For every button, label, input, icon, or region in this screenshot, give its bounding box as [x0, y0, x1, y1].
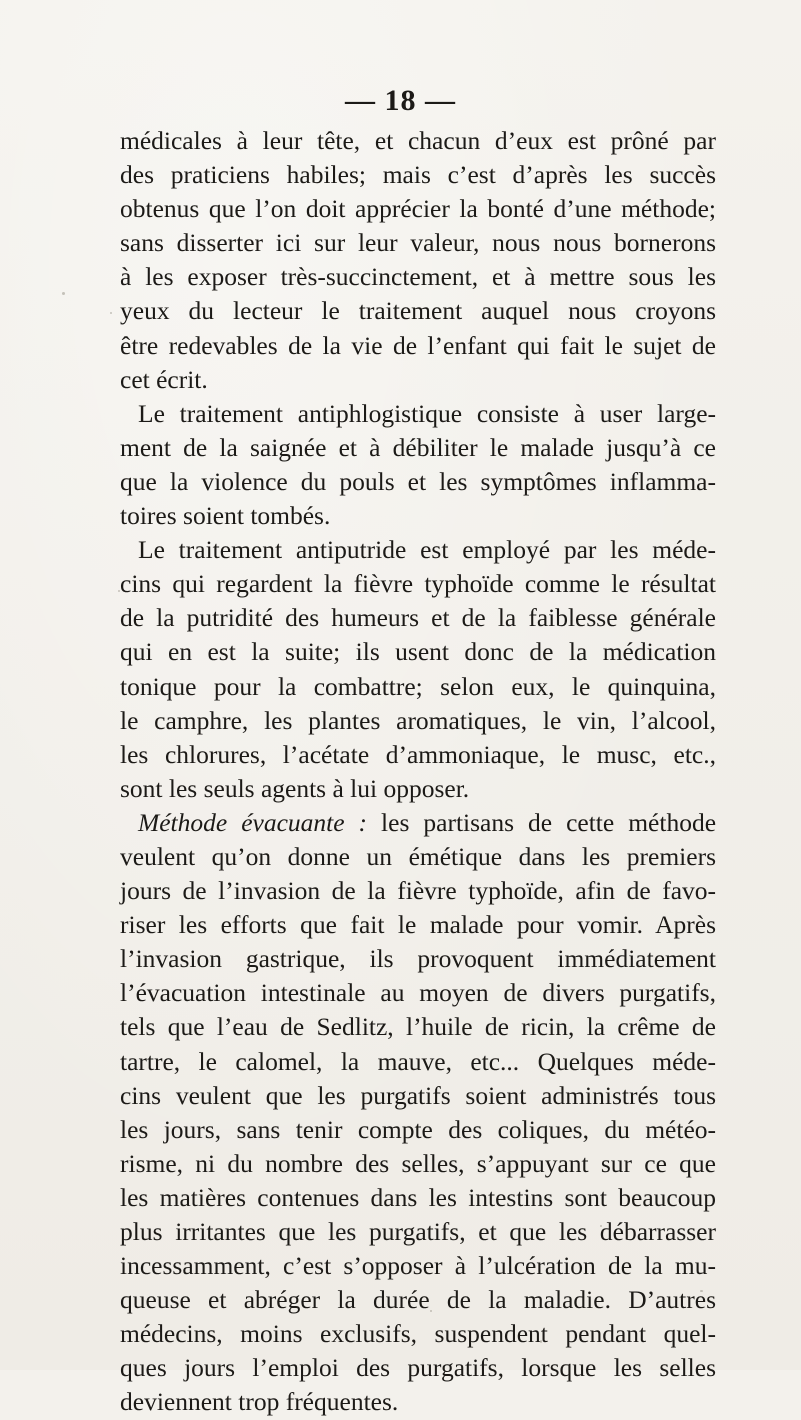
- text-line: cet écrit.: [120, 364, 208, 394]
- paper-speck: [600, 1225, 602, 1227]
- paragraph-3: [120, 533, 716, 806]
- paragraph-1: [120, 124, 716, 397]
- text-fragment: les partisans de cette méthode: [367, 807, 717, 837]
- text-line: sans disserter ici sur leur valeur, nous nous bornerons: [120, 228, 716, 258]
- text-line: incessamment, c’est s’opposer à l’ulcération de la mu-: [120, 1251, 716, 1281]
- text-line: cins qui regardent la fièvre typhoïde comme le résultat: [120, 569, 716, 599]
- text-line: qui en est la suite; ils usent donc de la médication: [120, 637, 716, 667]
- text-line: tartre, le calomel, la mauve, etc... Quelques méde-: [120, 1046, 716, 1076]
- text-line: Le traitement antiputride est employé par les méde-: [138, 535, 716, 565]
- text-line: Le traitement antiphlogistique consiste à user large-: [138, 398, 716, 428]
- text-line: les matières contenues dans les intestins sont beaucoup: [120, 1182, 716, 1212]
- paragraph-4: [120, 806, 716, 1420]
- text-line: obtenus que l’on doit apprécier la bonté d’une méthode;: [120, 194, 716, 224]
- text-line: de la putridité des humeurs et de la faiblesse générale: [120, 603, 716, 633]
- body-text: [120, 124, 716, 1420]
- text-line: toires soient tombés.: [120, 501, 331, 531]
- text-line: cins veulent que les purgatifs soient administrés tous: [120, 1080, 716, 1110]
- text-line: être redevables de la vie de l’enfant qui fait le sujet de: [120, 330, 716, 360]
- page-number: — 18 —: [345, 84, 456, 117]
- text-line: tels que l’eau de Sedlitz, l’huile de ricin, la crême de: [120, 1012, 716, 1042]
- text-line: risme, ni du nombre des selles, s’appuyant sur ce que: [120, 1148, 716, 1178]
- text-line: l’évacuation intestinale au moyen de divers purgatifs,: [120, 978, 716, 1008]
- text-line: jours de l’invasion de la fièvre typhoïde, afin de favo-: [120, 876, 716, 906]
- text-line: que la violence du pouls et les symptômes inflamma-: [120, 466, 716, 496]
- text-line: des praticiens habiles; mais c’est d’après les succès: [120, 160, 716, 190]
- text-line: médecins, moins exclusifs, suspendent pendant quel-: [120, 1319, 716, 1349]
- paper-speck: [110, 312, 112, 314]
- text-line: sont les seuls agents à lui opposer.: [120, 773, 470, 803]
- text-line: ques jours l’emploi des purgatifs, lorsque les selles: [120, 1353, 716, 1383]
- text-line: médicales à leur tête, et chacun d’eux est prôné par: [120, 126, 716, 155]
- text-line: ment de la saignée et à débiliter le malade jusqu’à ce: [120, 432, 716, 462]
- text-line: les jours, sans tenir compte des coliques, du météo-: [120, 1114, 716, 1144]
- text-line: veulent qu’on donne un émétique dans les premiers: [120, 841, 716, 871]
- section-lead-italic: Méthode évacuante :: [138, 807, 368, 837]
- paper-speck: [62, 292, 65, 295]
- paper-speck: [430, 1310, 432, 1312]
- text-line: l’invasion gastrique, ils provoquent immédiatement: [120, 944, 716, 974]
- text-line: queuse et abréger la durée de la maladie. D’autres: [120, 1285, 716, 1315]
- text-line: plus irritantes que les purgatifs, et que les débarrasser: [120, 1217, 716, 1246]
- paper-speck: [118, 590, 120, 592]
- text-line: yeux du lecteur le traitement auquel nous croyons: [120, 296, 716, 326]
- text-line: le camphre, les plantes aromatiques, le vin, l’alcool,: [120, 705, 716, 735]
- text-line: riser les efforts que fait le malade pour vomir. Après: [120, 910, 716, 940]
- paper-speck: [540, 1340, 542, 1343]
- paper-speck: [700, 1290, 703, 1292]
- text-line: tonique pour la combattre; selon eux, le quinquina,: [120, 671, 716, 701]
- paragraph-2: [120, 397, 716, 533]
- text-line: à les exposer très-succinctement, et à mettre sous les: [120, 262, 716, 292]
- text-line: deviennent trop fréquentes.: [120, 1387, 399, 1417]
- text-line: les chlorures, l’acétate d’ammoniaque, le musc, etc.,: [120, 739, 716, 769]
- text-line-with-italic-lead: [120, 806, 716, 840]
